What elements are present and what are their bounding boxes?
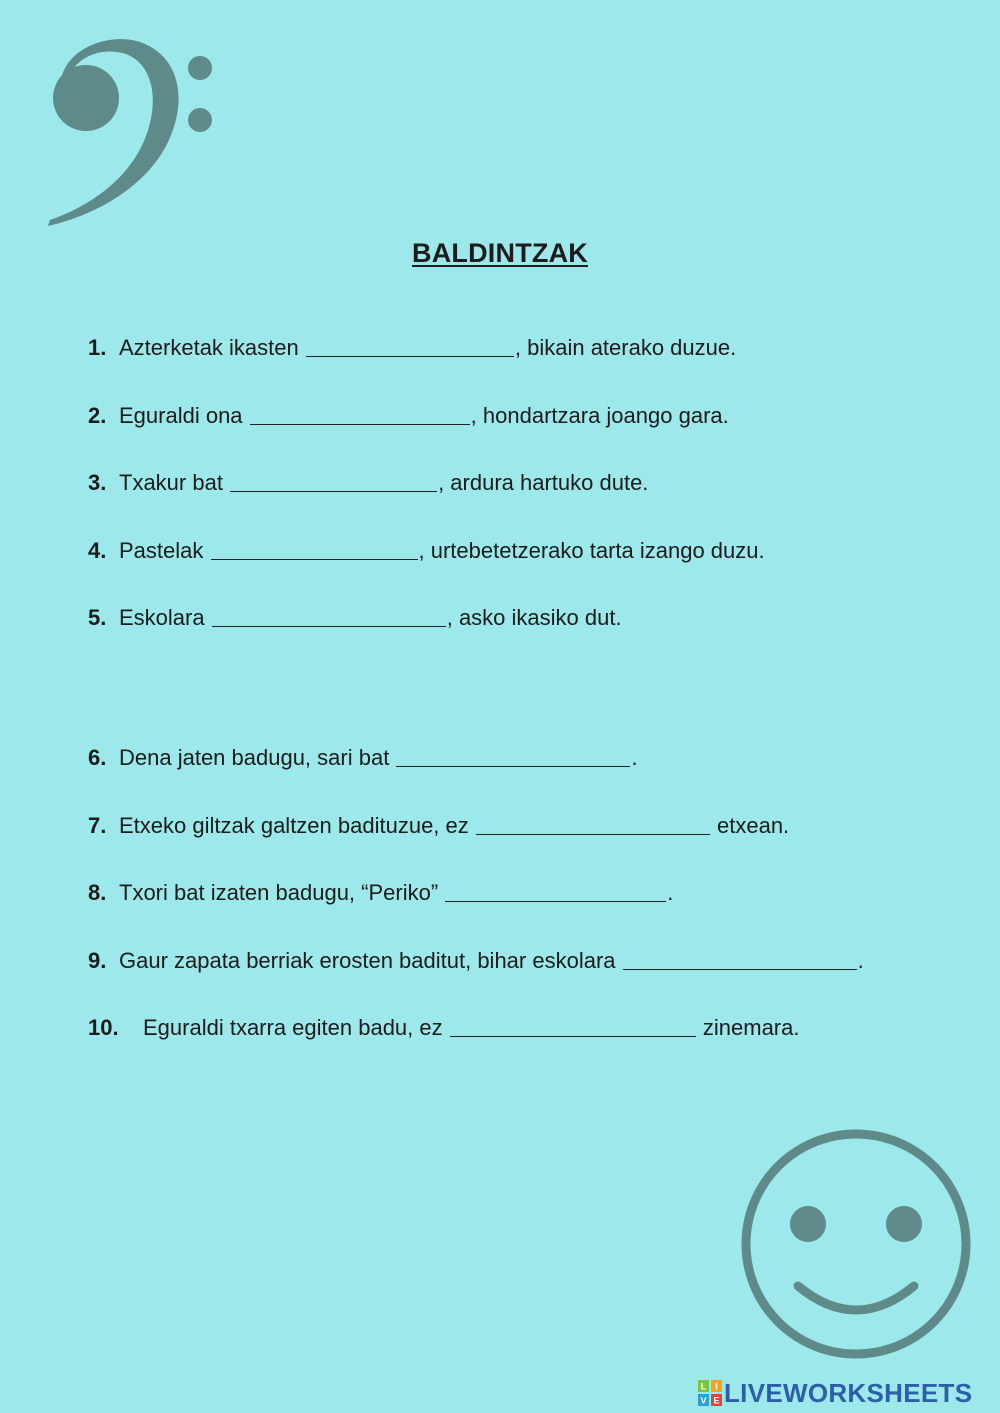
answer-blank[interactable] — [212, 604, 446, 627]
exercise-text-after: zinemara. — [696, 1015, 800, 1040]
exercise-text-after: , bikain aterako duzue. — [514, 335, 737, 360]
svg-text:I: I — [715, 1381, 718, 1392]
answer-blank[interactable] — [396, 744, 630, 767]
liveworksheets-brand-text: LIVEWORKSHEETS — [724, 1377, 973, 1408]
exercise-1 — [88, 332, 736, 364]
answer-blank[interactable] — [306, 334, 514, 357]
answer-blank[interactable] — [211, 537, 418, 560]
answer-blank[interactable] — [250, 402, 470, 425]
exercise-text-after: , ardura hartuko dute. — [438, 470, 649, 495]
answer-blank[interactable] — [623, 947, 857, 970]
svg-text:V: V — [700, 1395, 707, 1406]
exercise-text-after: , asko ikasiko dut. — [446, 605, 622, 630]
exercise-2 — [88, 400, 729, 432]
exercise-9 — [88, 945, 864, 977]
exercise-number: 4. — [88, 538, 107, 563]
exercise-6 — [88, 742, 638, 774]
exercise-number: 5. — [88, 605, 107, 630]
exercise-text-after: . — [631, 745, 638, 770]
exercise-text-after: . — [667, 880, 674, 905]
exercise-text-before: Dena jaten badugu, sari bat — [119, 745, 390, 770]
exercise-number: 3. — [88, 470, 107, 495]
exercise-text-before: Txori bat izaten badugu, “Periko” — [119, 880, 439, 905]
liveworksheets-logo-icon — [698, 1380, 722, 1406]
exercise-3 — [88, 467, 648, 499]
exercise-text-before: Txakur bat — [119, 470, 223, 495]
exercise-text-before: Eguraldi ona — [119, 403, 243, 428]
exercise-number: 7. — [88, 813, 107, 838]
exercise-text-before: Etxeko giltzak galtzen badituzue, ez — [119, 813, 469, 838]
svg-text:L: L — [700, 1381, 707, 1392]
svg-text:E: E — [713, 1395, 720, 1406]
exercise-text-before: Azterketak ikasten — [119, 335, 299, 360]
exercise-4 — [88, 535, 765, 567]
exercise-text-before: Pastelak — [119, 538, 204, 563]
exercise-8 — [88, 877, 673, 909]
exercise-5 — [88, 602, 622, 634]
exercise-text-before: Eguraldi txarra egiten badu, ez — [143, 1015, 443, 1040]
exercise-text-before: Gaur zapata berriak erosten baditut, bihar eskolara — [119, 948, 616, 973]
exercise-number: 8. — [88, 880, 107, 905]
exercise-number: 6. — [88, 745, 107, 770]
exercise-number: 1. — [88, 335, 107, 360]
exercise-text-after: , hondartzara joango gara. — [470, 403, 729, 428]
answer-blank[interactable] — [230, 469, 437, 492]
exercise-7 — [88, 810, 789, 842]
exercise-text-after: , urtebetetzerako tarta izango duzu. — [418, 538, 765, 563]
liveworksheets-logo — [698, 1377, 972, 1409]
bass-clef-icon — [40, 28, 230, 238]
exercise-text-after: . — [857, 948, 864, 973]
exercise-number: 2. — [88, 403, 107, 428]
answer-blank[interactable] — [476, 812, 710, 835]
exercise-number: 10. — [88, 1015, 119, 1040]
exercise-number: 9. — [88, 948, 107, 973]
exercise-text-after: etxean. — [710, 813, 790, 838]
page-title: BALDINTZAK — [412, 238, 588, 268]
smiley-icon — [738, 1126, 974, 1362]
exercise-10 — [88, 1012, 799, 1044]
answer-blank[interactable] — [450, 1014, 696, 1037]
answer-blank[interactable] — [445, 879, 666, 902]
exercise-text-before: Eskolara — [119, 605, 205, 630]
